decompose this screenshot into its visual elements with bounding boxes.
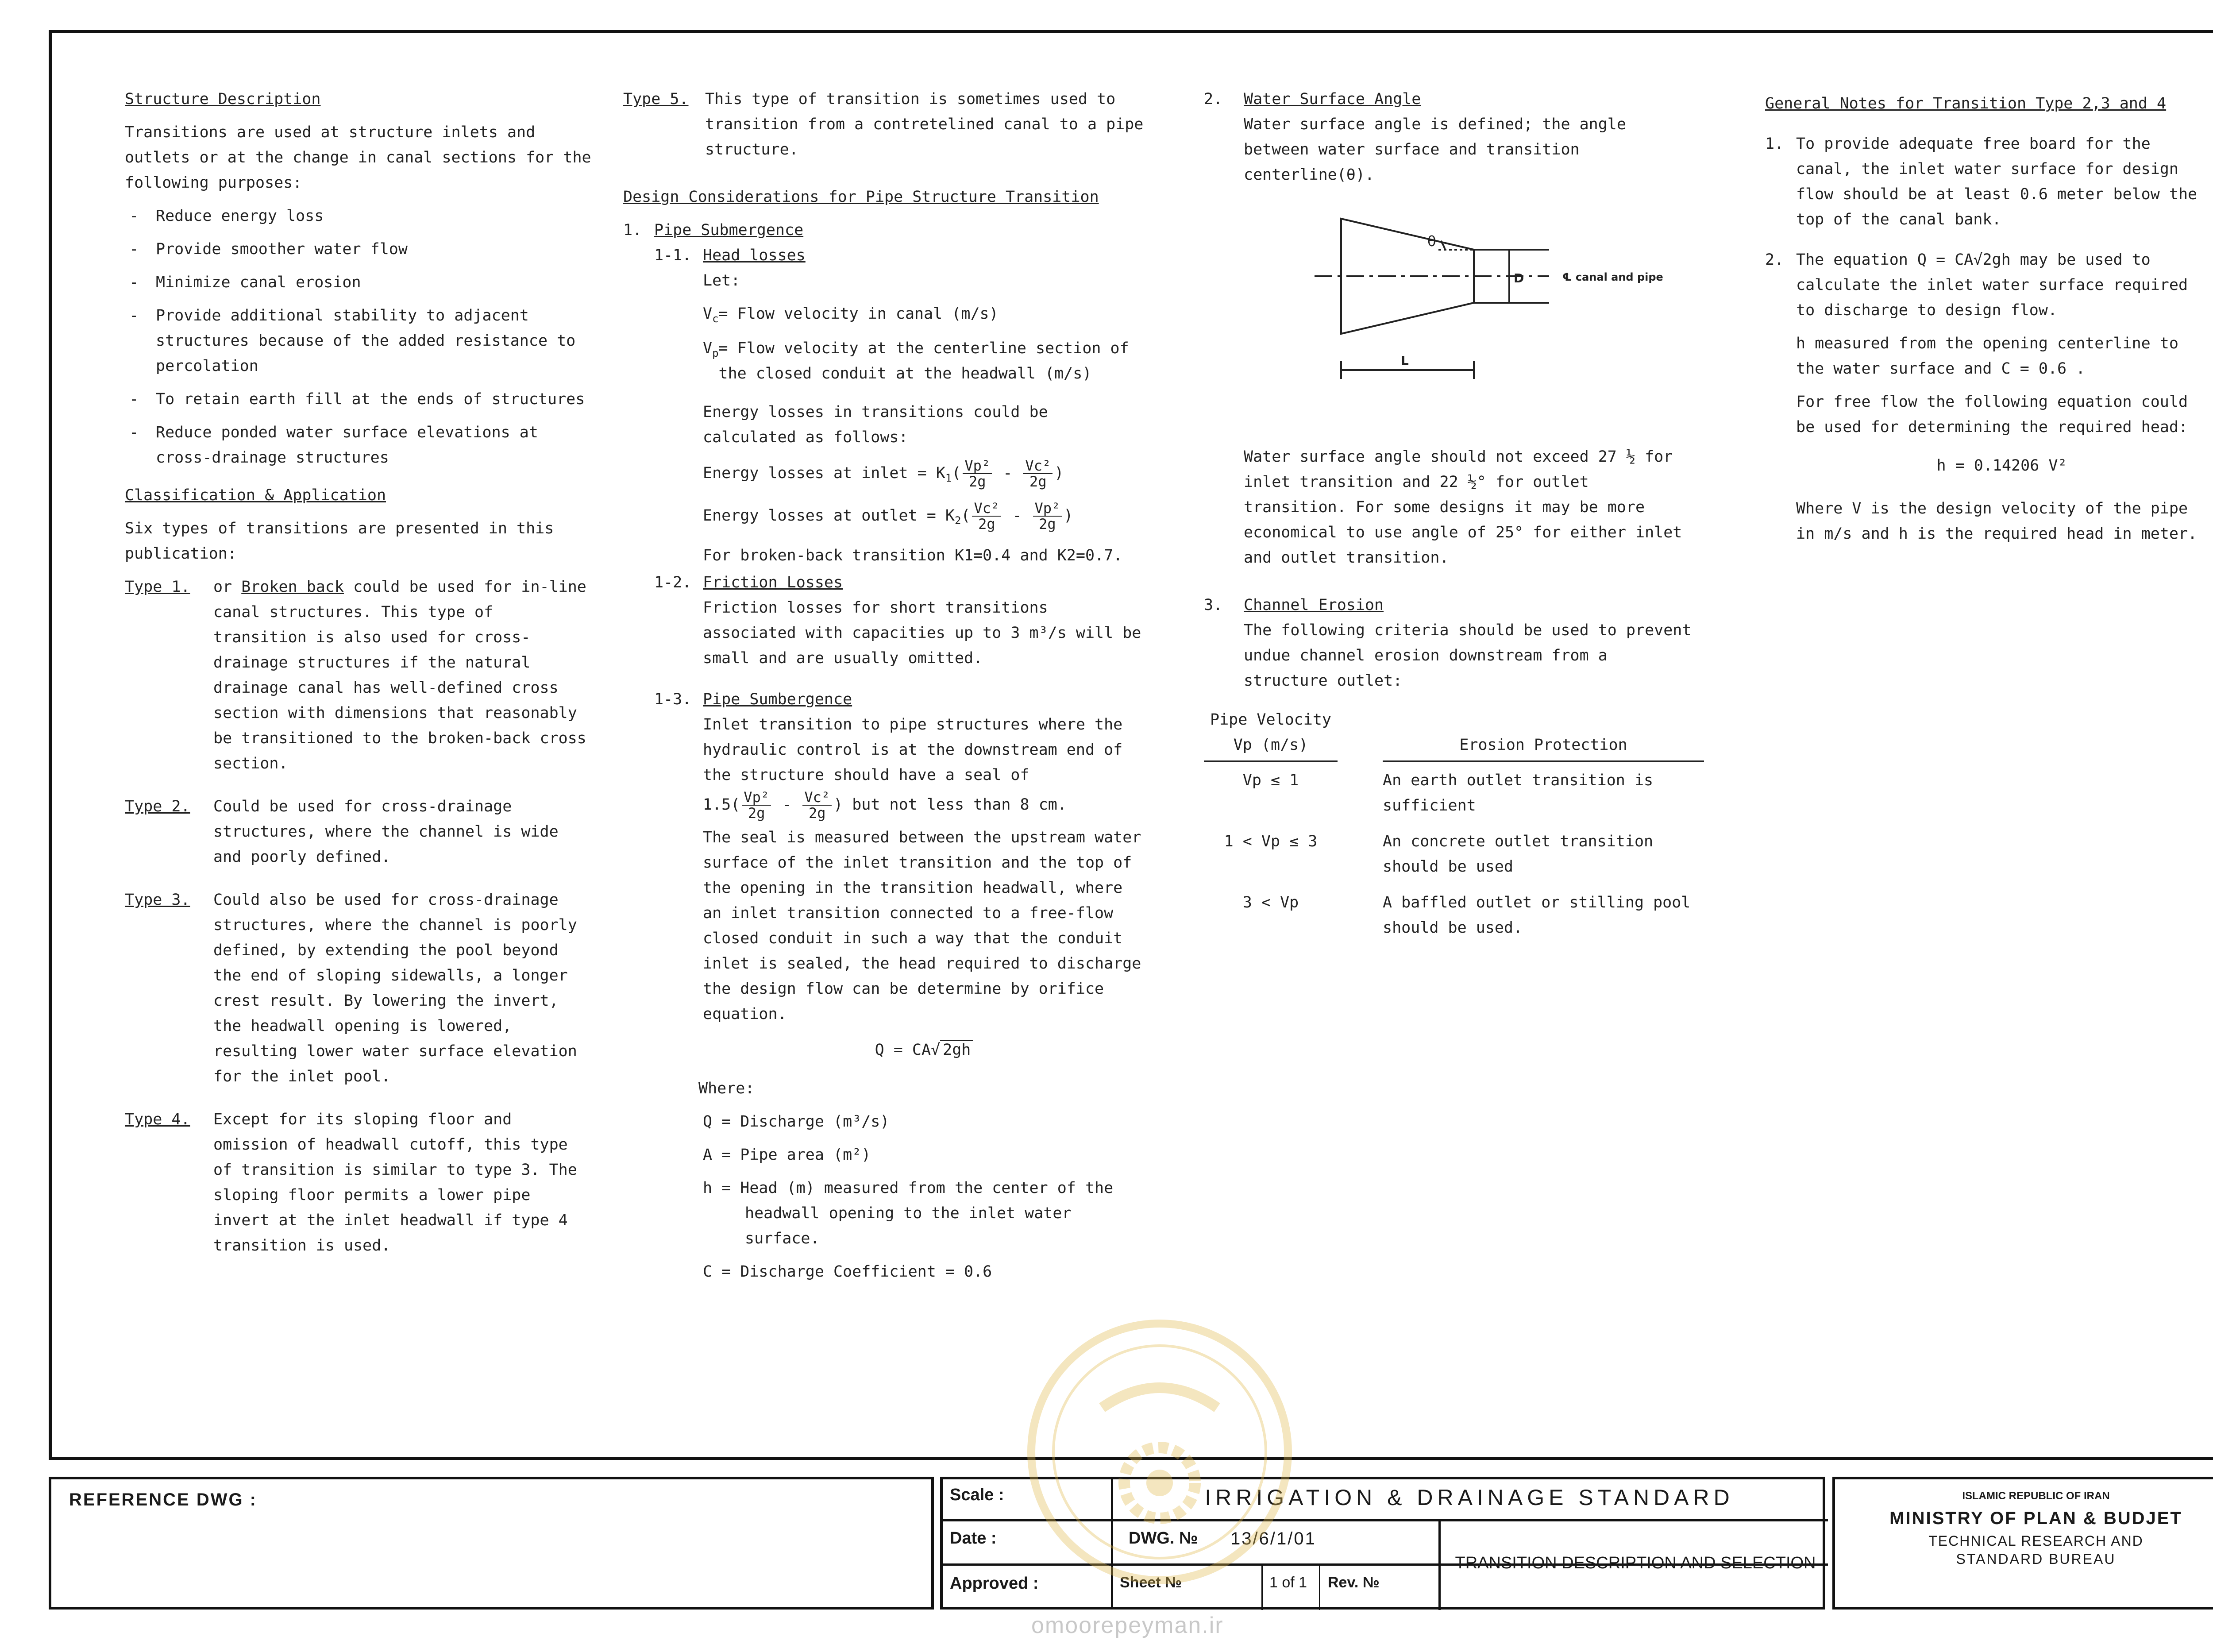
org-bureau-line-2: STANDARD BUREAU [1956,1551,2116,1567]
note-text: The equation Q = CA√2gh may be used to calculate the inlet water surface required to discharge to design flow. [1796,251,2188,319]
design-considerations-heading: Design Considerations for Pipe Structure Transition [623,188,1099,206]
reference-dwg-label: REFERENCE DWG : [69,1490,257,1509]
header-line-1: Pipe Velocity [1210,711,1331,729]
note-text-d: Where V is the design velocity of the pipe in m/s and h is the required head in meter. [1796,500,2198,543]
type-5-text: This type of transition is sometimes used to transition from a contretelined canal to a pipe structure. [705,90,1144,158]
fraction [963,458,992,489]
eq-left: Q = CA [875,1041,931,1059]
section-1-1-title [623,243,1145,268]
eq-label: Energy losses at inlet = K [703,464,945,482]
table-row [1204,761,1704,823]
numerator: Vp² [742,790,771,806]
type-5-block [623,87,1145,162]
protection-cell: An concrete outlet transition should be used [1383,833,1654,876]
c-definition: C = Discharge Coefficient = 0.6 [703,1263,992,1281]
section-number: 1-2. [654,574,692,591]
eq-label: Energy losses at outlet = K [703,507,955,525]
fraction [1033,501,1062,532]
gap-cell [1338,761,1383,823]
note-2-body [1796,247,2208,555]
rev-label: Rev. № [1328,1574,1380,1591]
drawing-title: TRANSITION DESCRIPTION AND SELECTION [1455,1554,1816,1572]
k-subscript: 1 [945,472,952,484]
seal-tail: ) but not less than 8 cm. [833,796,1067,814]
vc-symbol [703,301,719,332]
table-row [1204,884,1704,945]
seal-equation: 1.5( $\frac{\text{Vp²}}{2g}$ - $\frac{\text{Vc²}}{2g}$ ) but not less than 8 cm. [703,789,1067,822]
type-5-label: Type 5. [623,90,689,108]
fraction [742,790,771,821]
equation-outlet: Energy losses at outlet = $K_2$( $\frac{\text{Vc²}}{2g}$ - $\frac{\text{Vp²}}{2g}$ ) [703,500,1073,533]
type-3-block [125,888,594,1089]
fraction [1023,458,1053,489]
l-label: L [1401,353,1409,368]
d-label: D [1514,271,1524,286]
section-title: Pipe Sumbergence [703,691,852,708]
denominator: 2g [969,473,986,490]
date-label: Date : [950,1529,997,1548]
type-2-label: Type 2. [125,798,190,815]
reference-dwg-box [49,1477,934,1610]
column-1 [125,87,594,1276]
sheet-label: Sheet № [1120,1574,1182,1591]
note-text: To provide adequate free board for the canal, the inlet water surface for design flow should be at least 0.6 meter below the top of the canal bank. [1796,135,2198,228]
column-4 [1765,91,2208,555]
section-number: 1. [623,221,642,239]
gap-cell [1338,884,1383,945]
list-item: - Reduce ponded water surface elevations at cross-drainage structures [125,420,594,471]
denominator: 2g [978,516,995,533]
centerline-label: ℄ canal and pipe [1562,271,1663,283]
friction-body [623,595,1145,671]
vc-definition [703,301,1145,332]
subscript: p [712,347,719,359]
section-title: Channel Erosion [1244,596,1384,614]
section-title: Water Surface Angle [1244,90,1421,108]
seal-coefficient: 1.5( [703,796,740,814]
vc-text: = Flow velocity in canal (m/s) [718,305,999,323]
type-1-broken-back: Broken back [241,578,344,596]
energy-intro: Energy losses in transitions could be calculated as follows: [703,403,1048,446]
velocity-cell: 1 < Vp ≤ 3 [1224,833,1318,850]
organization-box [1832,1477,2213,1610]
velocity-cell: 3 < Vp [1242,894,1299,911]
type-1-label: Type 1. [125,578,190,596]
protection-cell: An earth outlet transition is sufficient [1383,772,1654,814]
seal-text-1: Inlet transition to pipe structures where the hydraulic control is at the downstream end of the structure should have a seal of [703,716,1123,784]
head-equation: h = 0.14206 V² [1936,457,2067,475]
submergence-body [623,712,1145,1285]
section-number: 1-3. [654,691,692,708]
org-country: ISLAMIC REPUBLIC OF IRAN [1962,1490,2110,1502]
head-losses-body [623,268,1145,568]
column-3 [1204,87,1735,945]
protection-cell: A baffled outlet or stilling pool should be used. [1383,894,1691,937]
numerator: Vc² [1023,458,1053,474]
denominator: 2g [1029,473,1047,490]
sheet-number: 1 of 1 [1269,1574,1307,1591]
scale-label: Scale : [950,1486,1004,1504]
column-2 [623,87,1145,1293]
type-4-block [125,1107,594,1258]
type-3-text: Could also be used for cross-drainage structures, where the channel is poorly defined, by extending the pool beyond the end of sloping sidewalls, a longer crest result. By lowering the invert, the headwall opening is lowered, resulting lower water surface elevation for the inlet pool. [213,891,577,1085]
q-definition: Q = Discharge (m³/s) [703,1113,890,1131]
watermark-seal [1022,1315,1297,1589]
type-1-pre: or [213,578,242,596]
list-item: - Reduce energy loss [125,204,594,229]
dwg-number: 13/6/1/01 [1230,1529,1316,1548]
theta-label: θ [1427,233,1436,250]
denominator: 2g [1039,516,1056,533]
section-1-title [623,218,1145,243]
approved-label: Approved : [950,1574,1039,1593]
k-subscript: 2 [954,514,961,527]
section-number: 1-1. [654,247,692,264]
header-line-2: Vp (m/s) [1233,736,1308,754]
numerator: Vp² [1033,501,1062,517]
type-4-label: Type 4. [125,1111,190,1128]
divider [1438,1519,1441,1610]
table-header [1204,707,1704,761]
section-title: Friction Losses [703,574,843,591]
type-4-text: Except for its sloping floor and omission of headwall cutoff, this type of transition is similar to type 3. The sloping floor permits a lower pipe invert at the inlet headwall if type 4 transition is used. [213,1111,577,1254]
type-1-text [213,575,594,776]
eq-root: 2gh [940,1040,973,1059]
symbol: V [703,305,713,323]
note-2 [1765,247,2208,555]
denominator: 2g [748,805,765,822]
erosion-table [1204,707,1704,945]
seal-emblem [1102,1388,1217,1408]
list-item: - Provide additional stability to adjacent structures because of the added resistance to percolation [125,303,594,379]
broken-back-coefficients: For broken-back transition K1=0.4 and K2=0.7. [703,547,1123,564]
symbol: V [703,340,713,357]
type-1-post: could be used for in-line canal structures. This type of transition is also used for cross-drainage structures if the natural drainage canal has well-defined cross section with dimensions that reasonably be transitioned to the broken-back cross section. [213,578,586,772]
section-3-title [1204,593,1735,618]
where-label: Where: [698,1080,755,1097]
type-2-text: Could be used for cross-drainage structures, where the channel is wide and poorly defined. [213,798,559,866]
vp-definition [703,336,1145,386]
denominator: 2g [808,805,826,822]
classification-heading: Classification & Application [125,486,386,504]
vp-text: = Flow velocity at the centerline section of the closed conduit at the headwall (m/s) [718,340,1129,382]
type-2-block [125,794,594,870]
org-ministry: MINISTRY OF PLAN & BUDJET [1889,1509,2182,1528]
list-item: - To retain earth fill at the ends of structures [125,387,594,412]
header-gap [1338,707,1383,761]
table-row [1204,823,1704,884]
purpose-list [125,204,594,471]
numerator: Vc² [802,790,832,806]
header-erosion-protection: Erosion Protection [1383,707,1704,761]
structure-description-heading: Structure Description [125,90,321,108]
header-pipe-velocity [1204,707,1338,761]
org-bureau-line-1: TECHNICAL RESEARCH AND [1928,1533,2144,1549]
orifice-equation: Q = CA√ 2gh [703,1038,1145,1063]
section-1-2-title [623,570,1145,595]
section-title: Pipe Submergence [654,221,804,239]
divider [1319,1563,1320,1610]
equation-inlet: Energy losses at inlet = $K_1$( $\frac{\text{Vp²}}{2g}$ - $\frac{\text{Vc²}}{2g}$ ) [703,457,1064,490]
a-definition: A = Pipe area (m²) [703,1146,871,1164]
standard-title: IRRIGATION & DRAINAGE STANDARD [1205,1485,1734,1510]
section-number: 2. [1204,90,1223,108]
let-label: Let: [703,272,740,289]
seal-text-2: The seal is measured between the upstream water surface of the inlet transition and the top of the opening in the transition headwall, where an inlet transition connected to a free-flow closed conduit in such a way that the conduit inlet is sealed, the head required to discharge the design flow can be determine by orifice equation. [703,829,1141,1023]
section-number: 3. [1204,596,1223,614]
vp-symbol [703,336,719,386]
note-number: 1. [1765,135,1784,153]
dwg-label: DWG. № [1129,1529,1198,1548]
seal-gear-hub [1146,1470,1173,1496]
friction-text: Friction losses for short transitions associated with capacities up to 3 m³/s will be small and are usually omitted. [703,599,1141,667]
velocity-cell: Vp ≤ 1 [1242,772,1299,789]
numerator: Vc² [972,501,1001,517]
note-text-c: For free flow the following equation could be used for determining the required head: [1796,393,2188,436]
subscript: c [712,313,719,325]
note-number: 2. [1765,251,1784,269]
type-3-label: Type 3. [125,891,190,909]
angle-limits: Water surface angle should not exceed 27 ½ for inlet transition and 22 ½° for outlet transition. For some designs it may be more economical to use angle of 25° for either inlet and outlet transition. [1244,448,1682,567]
angle-definition: Water surface angle is defined; the angle between water surface and transition centerline(θ). [1244,116,1626,184]
fraction [972,501,1001,532]
watermark-site: omoorepeyman.ir [1031,1613,1224,1638]
list-item: - Minimize canal erosion [125,270,594,295]
erosion-intro: The following criteria should be used to prevent undue channel erosion downstream from a structure outlet: [1244,621,1692,690]
section-1-3-title [623,687,1145,712]
numerator: Vp² [963,458,992,474]
section-title: Head losses [703,247,806,264]
note-1 [1765,131,2208,232]
classification-intro: Six types of transitions are presented in this publication: [125,520,554,563]
structure-intro: Transitions are used at structure inlets and outlets or at the change in canal sections for the following purposes: [125,124,591,192]
general-notes-heading: General Notes for Transition Type 2,3 and 4 [1765,95,2167,112]
section-2-title [1204,87,1735,112]
gap-cell [1338,823,1383,884]
list-item: - Provide smoother water flow [125,237,594,262]
note-text-b: h measured from the opening centerline to the water surface and C = 0.6 . [1796,335,2178,378]
h-definition: h = Head (m) measured from the center of the headwall opening to the inlet water surface. [703,1179,1114,1247]
transition-diagram [1204,197,1735,427]
fraction [802,790,832,821]
type-1-block [125,575,594,776]
